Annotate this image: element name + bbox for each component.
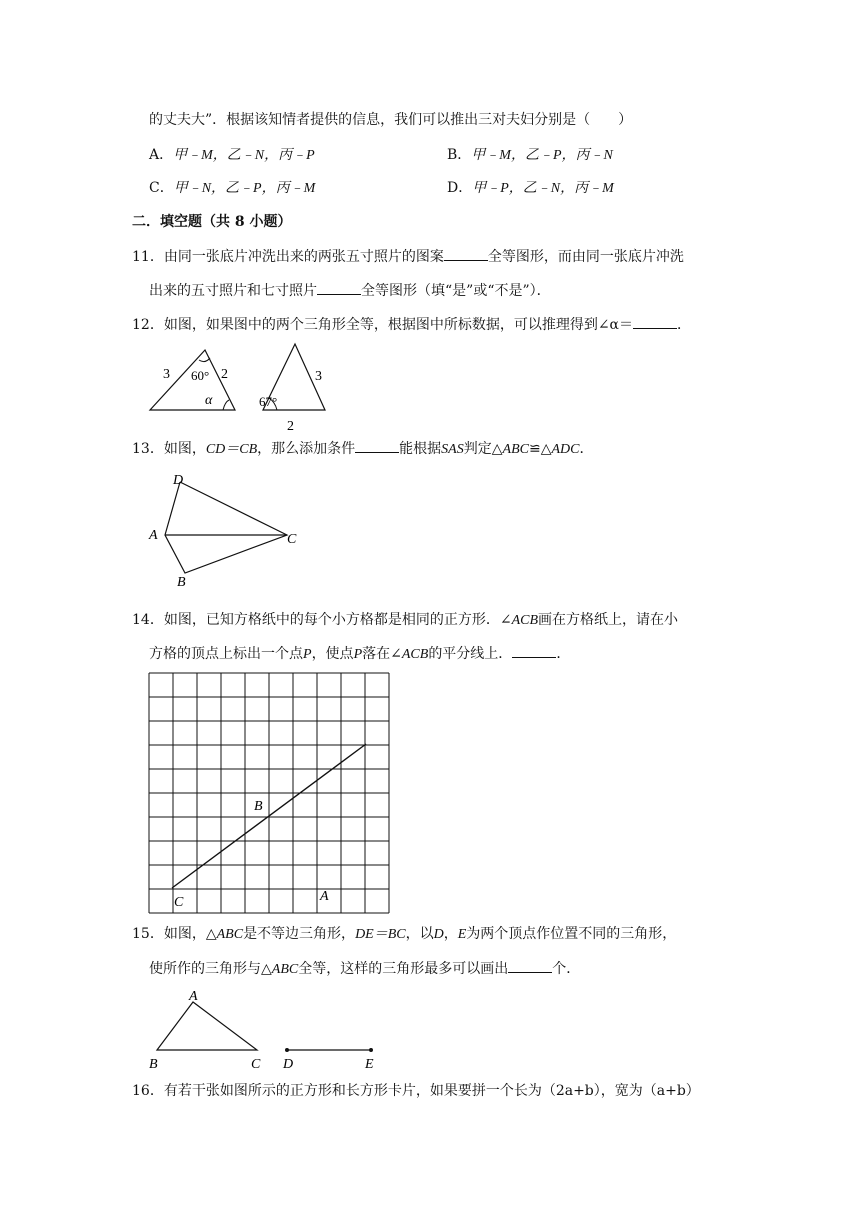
q12-figure — [145, 340, 345, 435]
point-d — [285, 1048, 289, 1052]
option-text: 甲﹣M，乙﹣P，丙﹣N — [471, 148, 613, 163]
option-label: A． — [149, 147, 174, 163]
option-text: 甲﹣M，乙﹣N，丙﹣P — [173, 148, 315, 163]
point-e — [369, 1048, 373, 1052]
q16-text: 16．有若干张如图所示的正方形和长方形卡片，如果要拼一个长为（2a+b），宽为（a+b） — [132, 1083, 700, 1099]
q10-option-b — [447, 145, 613, 166]
answer-blank — [633, 314, 677, 329]
section-title: 二．填空题（共 8 小题） — [132, 214, 292, 230]
q14-grid-figure — [148, 672, 390, 914]
q12-text: 12．如图，如果图中的两个三角形全等，根据图中所标数据，可以推理得到∠α＝ ． — [132, 314, 691, 335]
label-c: C — [174, 895, 184, 910]
option-label: C． — [149, 180, 174, 196]
q11-line1: 11．由同一张底片冲洗出来的两张五寸照片的图案 全等图形，而由同一张底片冲洗 — [132, 246, 684, 267]
answer-blank — [512, 643, 556, 658]
q14-line1: 14．如图，已知方格纸中的每个小方格都是相同的正方形．∠ACB画在方格纸上，请在小 — [132, 612, 679, 628]
quadrilateral — [165, 482, 287, 573]
label-b: B — [177, 575, 186, 590]
q11-line2: 出来的五寸照片和七寸照片 全等图形（填“是”或“不是”）． — [149, 280, 551, 301]
t1-side-left: 3 — [163, 367, 170, 382]
triangle-abc — [157, 1002, 257, 1050]
q10-option-c — [149, 178, 315, 199]
t1-angle: 60° — [191, 368, 210, 383]
q10-option-a — [149, 145, 315, 166]
option-text: 甲﹣P，乙﹣N，丙﹣M — [472, 181, 614, 196]
q15-line2: 使所作的三角形与△ABC全等，这样的三角形最多可以画出 个． — [149, 958, 580, 980]
label-e: E — [365, 1057, 374, 1072]
option-label: D． — [447, 180, 473, 196]
t1-alpha: α — [205, 393, 213, 408]
q13-figure — [145, 470, 300, 590]
t1-side-right: 2 — [221, 367, 228, 382]
t2-side-right: 3 — [315, 369, 322, 384]
question-number: 15． — [132, 926, 164, 942]
label-c: C — [287, 532, 297, 547]
angle-arc — [223, 400, 229, 410]
q15-line1: 15．如图，△ABC是不等边三角形，DE＝BC，以D，E为两个顶点作位置不同的三角形， — [132, 926, 677, 942]
answer-blank — [355, 438, 399, 453]
label-b: B — [254, 799, 263, 814]
label-b: B — [149, 1057, 158, 1072]
answer-blank — [444, 246, 488, 261]
label-a: A — [149, 528, 158, 543]
option-text: 甲﹣N，乙﹣P，丙﹣M — [173, 181, 316, 196]
q10-option-d — [447, 178, 614, 199]
q14-line2: 方格的顶点上标出一个点P，使点P落在∠ACB的平分线上． ． — [149, 643, 570, 665]
answer-blank — [508, 958, 552, 973]
angle-arc — [199, 358, 210, 362]
label-c: C — [251, 1057, 261, 1072]
label-a: A — [320, 889, 329, 904]
option-label: B． — [447, 147, 472, 163]
answer-blank — [317, 280, 361, 295]
t2-angle: 67° — [259, 394, 278, 409]
label-d: D — [283, 1057, 294, 1072]
q10-text: 的丈夫大”．根据该知情者提供的信息，我们可以推出三对夫妇分别是（ ） — [149, 112, 633, 128]
question-number: 11． — [132, 249, 164, 265]
grid-lines — [149, 673, 389, 913]
q15-figure — [145, 988, 390, 1072]
q13-text: 13．如图，CD＝CB，那么添加条件 能根据SAS判定△ABC≌△ADC． — [132, 438, 593, 460]
t2-bottom: 2 — [287, 419, 294, 434]
label-d: D — [173, 473, 184, 488]
question-number: 13． — [132, 441, 164, 457]
question-number: 16． — [132, 1083, 164, 1099]
question-number: 12． — [132, 317, 164, 333]
question-number: 14． — [132, 612, 164, 628]
label-a: A — [189, 989, 198, 1004]
